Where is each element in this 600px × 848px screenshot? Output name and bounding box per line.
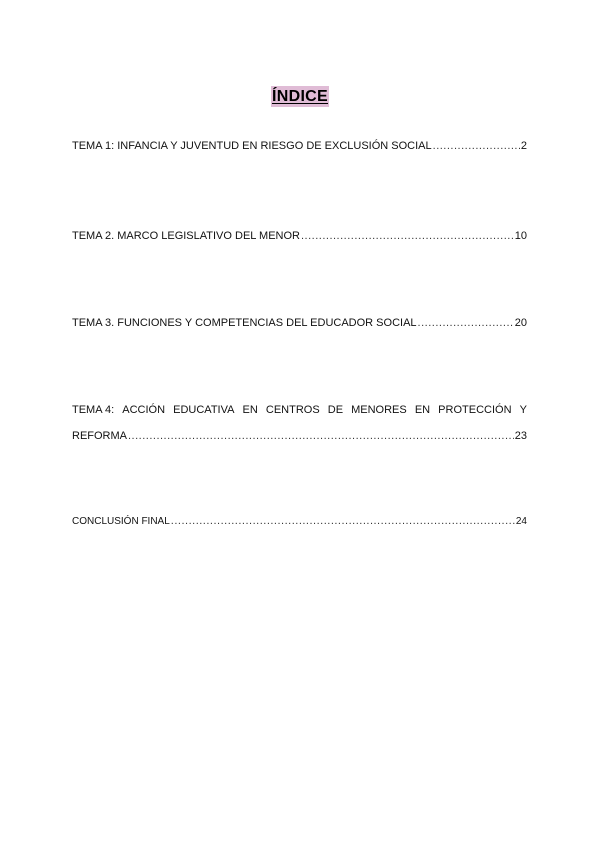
toc-entry-page: 10 bbox=[514, 230, 527, 242]
index-title: ÍNDICE bbox=[271, 88, 329, 105]
toc-word: TEMA 4: bbox=[72, 404, 115, 416]
toc-entry-label: TEMA 3. FUNCIONES Y COMPETENCIAS DEL EDUCADOR SOCIAL bbox=[72, 317, 417, 329]
toc-word: ACCIÓN bbox=[122, 404, 166, 416]
toc-word: DE bbox=[327, 404, 344, 416]
toc-entry-page: 2 bbox=[520, 140, 527, 152]
toc-word: MENORES bbox=[351, 404, 407, 416]
toc-entry-label-line1 bbox=[72, 403, 527, 417]
dot-leader bbox=[128, 429, 514, 443]
title-container bbox=[0, 86, 600, 107]
toc-entry-label: TEMA 2. MARCO LEGISLATIVO DEL MENOR bbox=[72, 230, 300, 242]
toc-entry-label-line2: REFORMA bbox=[72, 430, 127, 442]
toc-entry-page: 24 bbox=[515, 516, 527, 527]
toc-word: CENTROS bbox=[265, 404, 320, 416]
toc-entry-label: TEMA 1: INFANCIA Y JUVENTUD EN RIESGO DE EXCLUSIÓN SOCIAL bbox=[72, 140, 432, 152]
toc-entry-page: 20 bbox=[514, 317, 527, 329]
toc-entry-5[interactable] bbox=[72, 514, 527, 529]
dot-leader bbox=[171, 514, 515, 528]
toc-entry-3[interactable] bbox=[72, 316, 527, 330]
toc-entry-1[interactable] bbox=[72, 139, 527, 153]
toc-entry-2[interactable] bbox=[72, 229, 527, 243]
dot-leader bbox=[433, 139, 520, 153]
toc-word: PROTECCIÓN bbox=[438, 404, 512, 416]
dot-leader bbox=[301, 229, 514, 243]
toc-entry-label: CONCLUSIÓN FINAL bbox=[72, 516, 170, 527]
toc-word: Y bbox=[519, 404, 527, 416]
toc-word: EN bbox=[414, 404, 431, 416]
toc-entry-page: 23 bbox=[514, 430, 527, 442]
dot-leader bbox=[418, 316, 514, 330]
toc-word: EN bbox=[242, 404, 258, 416]
toc-entry-4[interactable] bbox=[72, 403, 527, 443]
toc-word: EDUCATIVA bbox=[173, 404, 235, 416]
